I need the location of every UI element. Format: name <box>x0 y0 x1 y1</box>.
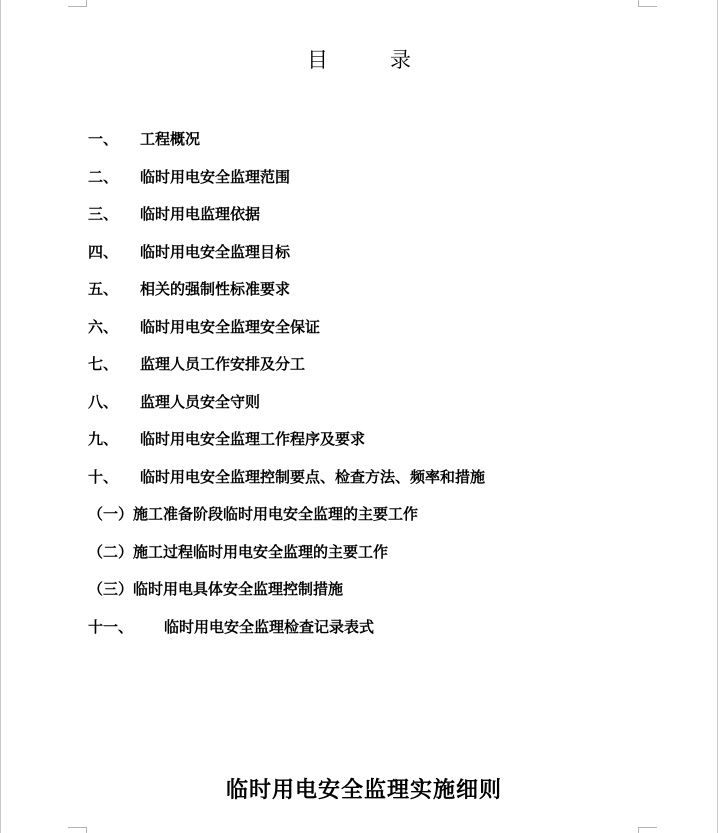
toc-item-number: （一） <box>88 505 134 524</box>
toc-item-text: 临时用电安全监理工作程序及要求 <box>140 430 366 449</box>
toc-item-text: 施工过程临时用电安全监理的主要工作 <box>133 542 389 561</box>
toc-item-number: 五、 <box>88 280 119 299</box>
toc-title: 目录 <box>307 48 473 72</box>
toc-item[interactable] <box>88 345 485 383</box>
toc-item-number: 七、 <box>88 355 119 374</box>
toc-subitem[interactable] <box>88 495 485 533</box>
toc-item-number: 二、 <box>88 167 119 186</box>
document-title: 临时用电安全监理实施细则 <box>225 777 502 803</box>
toc-item[interactable] <box>88 308 485 346</box>
toc-item[interactable] <box>88 608 485 646</box>
margin-mark-bottom-right <box>638 827 657 833</box>
toc-item[interactable] <box>88 383 485 421</box>
toc-item-number: 三、 <box>88 205 119 224</box>
toc-item[interactable] <box>88 195 485 233</box>
toc-item[interactable] <box>88 458 485 496</box>
page-border-left <box>0 0 1 833</box>
toc-item[interactable] <box>88 233 485 271</box>
toc-item-number: 四、 <box>88 242 119 261</box>
toc-list <box>88 120 485 645</box>
toc-item-number: 六、 <box>88 317 119 336</box>
toc-item-number: 一、 <box>88 130 119 149</box>
toc-item[interactable] <box>88 420 485 458</box>
toc-item[interactable] <box>88 270 485 308</box>
toc-item-text: 临时用电具体安全监理控制措施 <box>133 580 344 599</box>
toc-item-text: 临时用电安全监理范围 <box>140 167 291 186</box>
margin-mark-top-right <box>638 0 657 7</box>
toc-item-number: 十、 <box>88 467 119 486</box>
toc-subitem[interactable] <box>88 533 485 571</box>
toc-item[interactable] <box>88 158 485 196</box>
toc-item-text: 临时用电安全监理控制要点、检查方法、频率和措施 <box>140 467 486 486</box>
toc-item-text: 监理人员工作安排及分工 <box>140 355 306 374</box>
margin-mark-bottom-left <box>68 827 87 833</box>
toc-item-text: 工程概况 <box>140 130 201 149</box>
toc-item-text: 相关的强制性标准要求 <box>140 280 291 299</box>
toc-item-number: （二） <box>88 542 134 561</box>
toc-item[interactable] <box>88 120 485 158</box>
toc-item-text: 临时用电监理依据 <box>140 205 261 224</box>
toc-item-text: 施工准备阶段临时用电安全监理的主要工作 <box>133 505 419 524</box>
toc-item-text: 临时用电安全监理检查记录表式 <box>164 617 375 636</box>
margin-mark-top-left <box>68 0 87 7</box>
toc-item-number: 九、 <box>88 430 119 449</box>
toc-item-text: 监理人员安全守则 <box>140 392 261 411</box>
toc-item-text: 临时用电安全监理安全保证 <box>140 317 321 336</box>
toc-item-text: 临时用电安全监理目标 <box>140 242 291 261</box>
toc-item-number: 八、 <box>88 392 119 411</box>
toc-subitem[interactable] <box>88 570 485 608</box>
toc-item-number: （三） <box>88 580 134 599</box>
toc-item-number: 十一、 <box>88 617 134 636</box>
